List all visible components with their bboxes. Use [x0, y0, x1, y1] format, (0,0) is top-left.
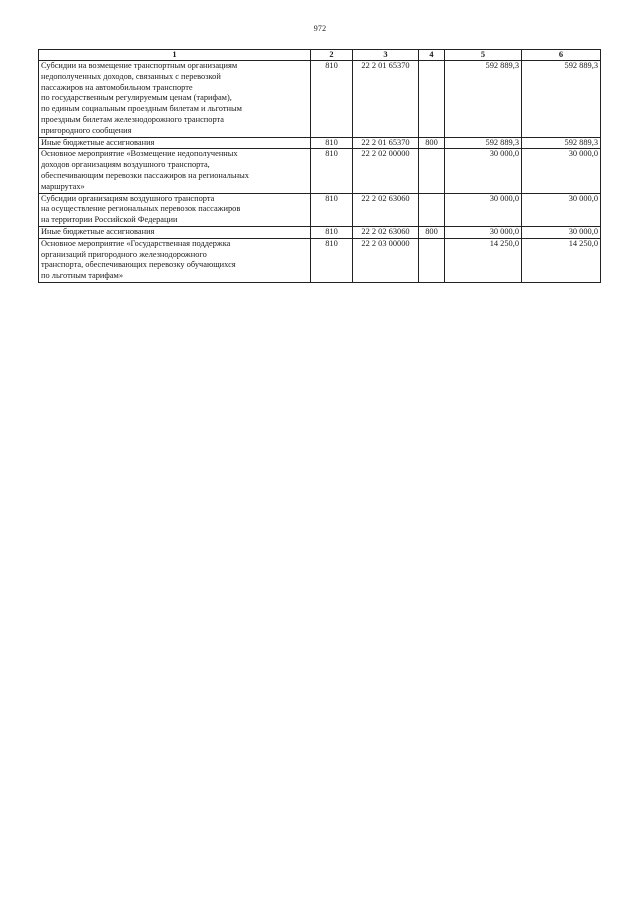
row-code: 810: [311, 193, 353, 226]
page-number: 972: [313, 24, 327, 33]
header-col-1: 1: [39, 50, 311, 61]
row-name: Субсидии на возмещение транспортным организациям недополученных доходов, связанных с перевозкой пассажиров на автомобильном транспорте по государственным регулируемым ценам (тарифам), по единым социальным проездным билетам и льготным проездным билетам железнодорожного транспорта пригородного сообщения: [39, 61, 311, 138]
header-col-3: 3: [353, 50, 419, 61]
row-value-1: 14 250,0: [445, 238, 522, 282]
row-value-2: 592 889,3: [522, 61, 601, 138]
table-row: [39, 226, 601, 238]
row-value-2: 30 000,0: [522, 226, 601, 238]
row-code: 810: [311, 61, 353, 138]
row-type: 800: [419, 226, 445, 238]
row-name: Субсидии организациям воздушного транспорта на осуществление региональных перевозок пассажиров на территории Российской Федерации: [39, 193, 311, 226]
row-code: 810: [311, 238, 353, 282]
row-target: 22 2 02 63060: [353, 193, 419, 226]
row-name: Иные бюджетные ассигнования: [39, 137, 311, 149]
table-row: [39, 149, 601, 193]
row-name: Основное мероприятие «Возмещение недополученных доходов организациям воздушного транспорта, обеспечивающим перевозки пассажиров на региональных маршрутах»: [39, 149, 311, 193]
row-target: 22 2 01 65370: [353, 61, 419, 138]
row-type: [419, 149, 445, 193]
budget-table: [38, 49, 601, 283]
table-row: [39, 137, 601, 149]
header-col-6: 6: [522, 50, 601, 61]
row-value-1: 592 889,3: [445, 61, 522, 138]
row-code: 810: [311, 137, 353, 149]
row-value-1: 592 889,3: [445, 137, 522, 149]
row-code: 810: [311, 149, 353, 193]
row-target: 22 2 03 00000: [353, 238, 419, 282]
row-code: 810: [311, 226, 353, 238]
row-target: 22 2 02 63060: [353, 226, 419, 238]
row-value-2: 30 000,0: [522, 149, 601, 193]
row-value-1: 30 000,0: [445, 193, 522, 226]
row-value-1: 30 000,0: [445, 226, 522, 238]
header-col-4: 4: [419, 50, 445, 61]
row-value-2: 14 250,0: [522, 238, 601, 282]
row-value-2: 592 889,3: [522, 137, 601, 149]
row-type: [419, 61, 445, 138]
header-col-2: 2: [311, 50, 353, 61]
table-body: [39, 61, 601, 283]
row-type: [419, 193, 445, 226]
row-type: 800: [419, 137, 445, 149]
table-row: [39, 61, 601, 138]
header-row: [39, 50, 601, 61]
row-target: 22 2 01 65370: [353, 137, 419, 149]
header-col-5: 5: [445, 50, 522, 61]
table-header: [39, 50, 601, 61]
row-type: [419, 238, 445, 282]
row-target: 22 2 02 00000: [353, 149, 419, 193]
table-row: [39, 193, 601, 226]
row-value-2: 30 000,0: [522, 193, 601, 226]
row-name: Иные бюджетные ассигнования: [39, 226, 311, 238]
row-value-1: 30 000,0: [445, 149, 522, 193]
row-name: Основное мероприятие «Государственная поддержка организаций пригородного железнодорожного транспорта, обеспечивающих перевозку обучающихся по льготным тарифам»: [39, 238, 311, 282]
table-row: [39, 238, 601, 282]
